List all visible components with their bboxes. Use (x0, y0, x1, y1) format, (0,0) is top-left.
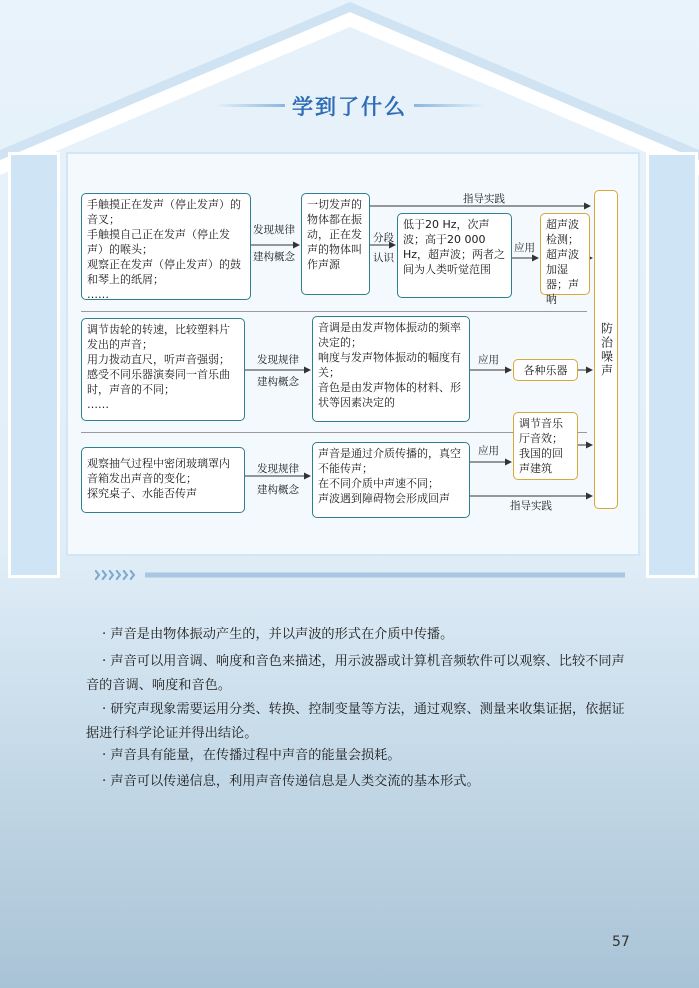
application-box-2: 各种乐器 (513, 359, 578, 381)
house-wall-left (8, 152, 60, 578)
apply-label-1: 应用 (514, 242, 535, 254)
row-divider (81, 432, 587, 433)
summary-point: · 声音可以用音调、响度和音色来描述，用示波器或计算机音频软件可以观察、比较不同声音的音调、响度和音色。 (86, 654, 625, 693)
activity-box-1: 手触摸正在发声（停止发声）的音叉； 手触摸自己正在发声（停止发声）的喉头； 观察正在发声（停止发声）的鼓和琴上的纸屑； …… (81, 193, 251, 300)
house-wall-right (646, 152, 698, 578)
page-title: 学到了什么 (292, 95, 407, 119)
method-label-bottom-3: 建构概念 (257, 484, 299, 496)
concept-box-1: 一切发声的物体都在振动，正在发声的物体叫作声源 (301, 193, 370, 295)
classify-label-top: 分段 (373, 232, 394, 244)
noise-control-label: 防治噪声 (599, 321, 614, 378)
concept-box-3: 声音是通过介质传播的，真空不能传声； 在不同介质中声速不同； 声波遇到障碍物会形成回声 (312, 442, 470, 518)
concept-box-2: 音调是由发声物体振动的频率决定的； 响度与发声物体振动的幅度有关； 音色是由发声物体的材料、形状等因素决定的 (312, 316, 470, 422)
activity-box-3: 观察抽气过程中密闭玻璃罩内音箱发出声音的变化； 探究桌子、水能否传声 (81, 447, 245, 513)
method-label-top-1: 发现规律 (253, 224, 295, 236)
title-deco-left (215, 104, 285, 107)
method-label-bottom-2: 建构概念 (257, 376, 299, 388)
row-divider (81, 311, 587, 312)
page-number: 57 (612, 934, 630, 950)
guide-label-1: 指导实践 (463, 193, 505, 205)
method-label-bottom-1: 建构概念 (253, 251, 295, 263)
apply-label-2: 应用 (478, 354, 499, 366)
method-label-top-2: 发现规律 (257, 354, 299, 366)
noise-control-box (594, 190, 618, 509)
apply-label-3: 应用 (478, 445, 499, 457)
title-deco-right (414, 104, 484, 107)
summary-point: · 声音具有能量，在传播过程中声音的能量会损耗。 (102, 748, 401, 763)
classify-label-bottom: 认识 (373, 252, 394, 264)
guide-label-3: 指导实践 (510, 500, 552, 512)
method-label-top-3: 发现规律 (257, 463, 299, 475)
summary-point: · 研究声现象需要运用分类、转换、控制变量等方法，通过观察、测量来收集证据，依据证据进行科学论证并得出结论。 (86, 702, 625, 741)
application-box-1: 超声波检测；超声波加湿器；声呐 (540, 213, 590, 295)
section-divider (95, 570, 625, 580)
frequency-detail-box: 低于20 Hz，次声波；高于20 000 Hz，超声波；两者之间为人类听觉范围 (397, 213, 512, 298)
summary-point: · 声音是由物体振动产生的，并以声波的形式在介质中传播。 (102, 627, 454, 642)
activity-box-2: 调节齿轮的转速，比较塑料片发出的声音； 用力拨动直尺，听声音强弱； 感受不同乐器演奏同一首乐曲时，声音的不同； …… (81, 318, 245, 421)
summary-point: · 声音可以传递信息，利用声音传递信息是人类交流的基本形式。 (102, 774, 480, 789)
application-box-3: 调节音乐厅音效；我国的回声建筑 (513, 412, 578, 480)
